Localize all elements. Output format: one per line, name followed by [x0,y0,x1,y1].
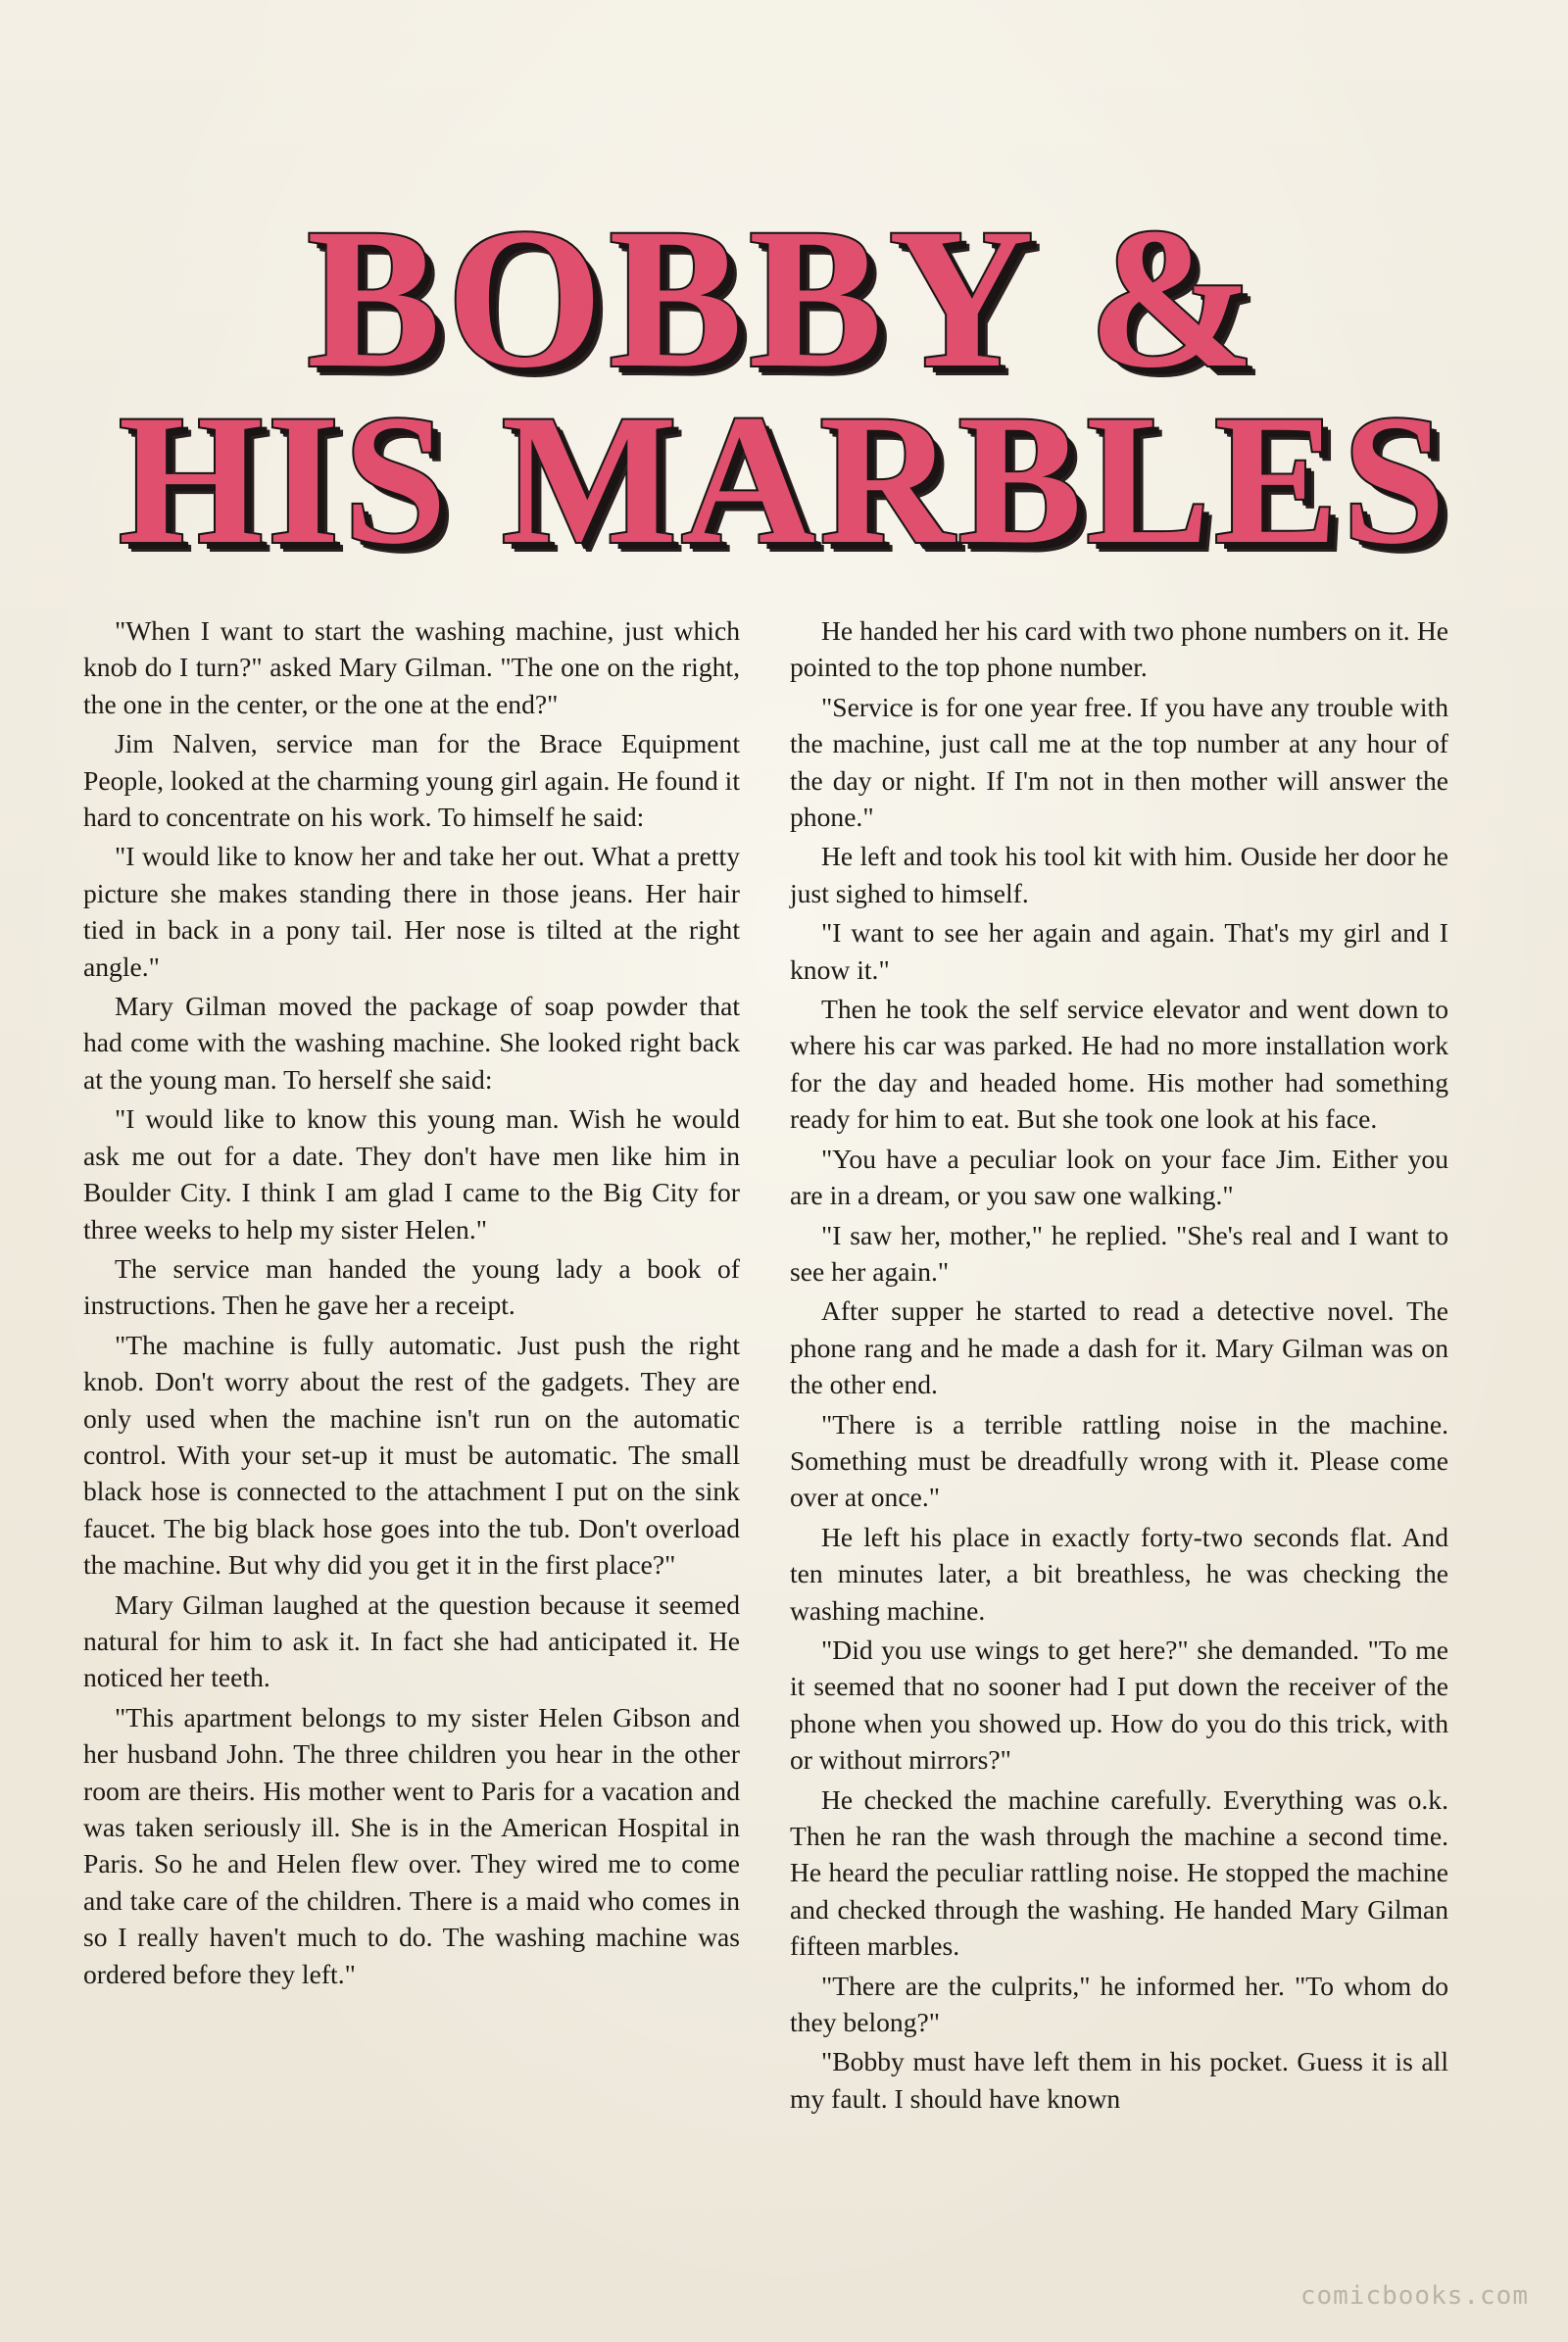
paragraph: After supper he started to read a detective novel. The phone rang and he made a dash for it. Mary Gilman was on the other end. [790,1295,1448,1400]
paragraph: He checked the machine carefully. Everything was o.k. Then he ran the wash through the machine a second time. He heard the peculiar rattling noise. He stopped the machine and checked through the washing. He handed Mary Gilman fifteen marbles. [790,1783,1448,1962]
paragraph: He left and took his tool kit with him. Ouside her door he just sighed to himself. [790,841,1448,908]
text-column-left [83,612,740,1992]
paragraph: The service man handed the young lady a book of instructions. Then he gave her a receipt. [83,1252,740,1321]
paragraph: "This apartment belongs to my sister Helen Gibson and her husband John. The three children you hear in the other room are theirs. His mother went to Paris for a vacation and was taken seriously ill. She is in the American Hospital in Paris. So he and Helen flew over. They wired me to come and take care of the children. There is a maid who comes in so I really haven't much to do. The washing machine was ordered before they left." [83,1701,740,1989]
story-title-line-1: BOBBY & [306,187,1262,410]
paragraph: "Did you use wings to get here?" she demanded. "To me it seemed that no sooner had I put down the receiver of the phone when you showed up. How do you do this trick, with or without mirrors?" [790,1634,1448,1776]
paragraph: "When I want to start the washing machine, just which knob do I turn?" asked Mary Gilman. "The one on the right, the one in the center, or the one at the end?" [83,615,740,719]
story-title-line-2: HIS MARBLES [118,377,1450,583]
paragraph: Mary Gilman laughed at the question because it seemed natural for him to ask it. In fact she had anticipated it. He noticed her teeth. [83,1588,740,1693]
paragraph: Jim Nalven, service man for the Brace Equipment People, looked at the charming young girl again. He found it hard to concentrate on his work. To himself he said: [83,728,740,833]
paragraph: "Bobby must have left them in his pocket. Guess it is all my fault. I should have known [790,2046,1448,2114]
paragraph: "There are the culprits," he informed her. "To whom do they belong?" [790,1970,1448,2038]
watermark: comicbooks.com [1299,2281,1529,2311]
paragraph: He left his place in exactly forty-two seconds flat. And ten minutes later, a bit breathless, he was checking the washing machine. [790,1521,1448,1626]
paragraph: Then he took the self service elevator and went down to where his car was parked. He had no more installation work for the day and headed home. His mother had something ready for him to eat. But she took one look at his face. [790,994,1448,1135]
paragraph: "I would like to know this young man. Wish he would ask me out for a date. They don't have men like him in Boulder City. I think I am glad I came to the Big City for three weeks to help my sister Helen." [83,1103,740,1244]
paragraph: "I saw her, mother," he replied. "She's real and I want to see her again." [790,1219,1448,1287]
paragraph: "I want to see her again and again. That's my girl and I know it." [790,917,1448,985]
paragraph: "The machine is fully automatic. Just push the right knob. Don't worry about the rest of the gadgets. They are only used when the machine isn't run on the automatic control. With your set-up it must be automatic. The small black hose is connected to the attachment I put on the sink faucet. The big black hose goes into the tub. Don't overload the machine. But why did you get it in the first place?" [83,1329,740,1581]
text-column-right [790,612,1448,2117]
paragraph: "Service is for one year free. If you have any trouble with the machine, just call me at the top number at any hour of the day or night. If I'm not in then mother will answer the phone." [790,691,1448,833]
paragraph: "You have a peculiar look on your face Jim. Either you are in a dream, or you saw one walking." [790,1143,1448,1211]
paragraph: He handed her his card with two phone numbers on it. He pointed to the top phone number. [790,615,1448,683]
paragraph: "I would like to know her and take her out. What a pretty picture she makes standing there in those jeans. Her hair tied in back in a pony tail. Her nose is tilted at the right angle." [83,841,740,982]
paragraph: "There is a terrible rattling noise in the machine. Something must be dreadfully wrong with it. Please come over at once." [790,1408,1448,1513]
paragraph: Mary Gilman moved the package of soap powder that had come with the washing machine. She looked right back at the young man. To herself she said: [83,991,740,1095]
